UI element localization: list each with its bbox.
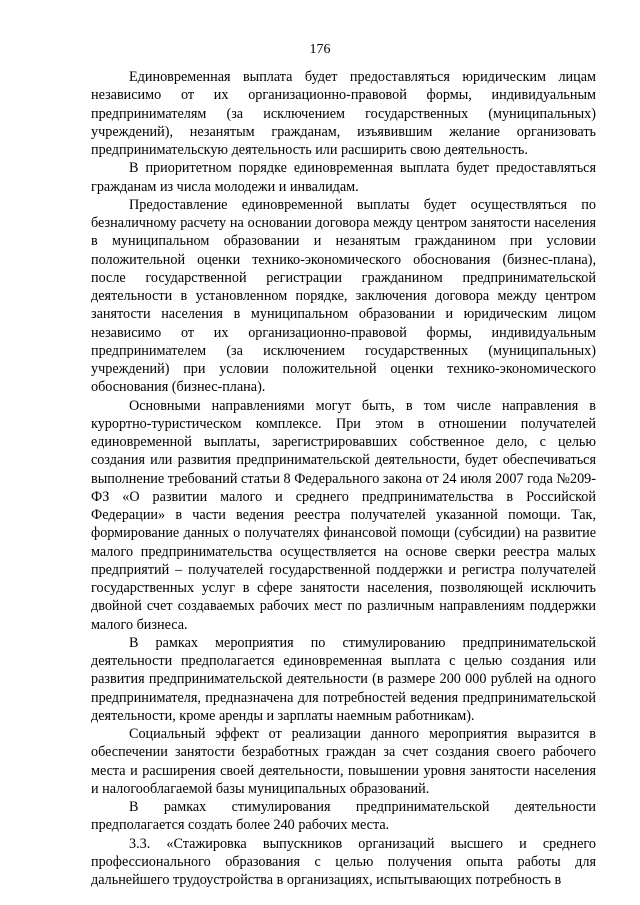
paragraph-main-directions: Основными направлениями могут быть, в том числе направления в курортно-туристическом комплексе. При этом в отношении получателей единовременной выплаты, зарегистрировавших собственное дело, с целью создания или развития предпринимательской деятельности, будет обеспечиваться выполнение требований статьи 8 Федерального закона от 24 июля 2007 года №209-ФЗ «О развитии малого и среднего предпринимательства в Российской Федерации» в части ведения реестра получателей указанной помощи. Так, формирование данных о получателях финансовой помощи (субсидии) на развитие малого предпринимательства осуществляется на основе сверки реестра малых предприятий – получателей государственной поддержки и регистра получателей государственных услуг в сфере занятости населения, позволяющей исключить двойной счет создаваемых рабочих мест по различным направлениям поддержки малого бизнеса.: [91, 397, 596, 633]
paragraph-section-3-3: 3.3. «Стажировка выпускников организаций высшего и среднего профессионального образования с целью получения опыта работы для дальнейшего трудоустройства в организациях, испытывающих потребность в: [91, 835, 596, 888]
body-text: [91, 68, 596, 889]
paragraph-social-effect: Социальный эффект от реализации данного мероприятия выразится в обеспечении занятости безработных граждан за счет создания своего рабочего места и расширения своей деятельности, повышении уровня занятости населения и налогооблагаемой базы муниципальных образований.: [91, 726, 596, 797]
paragraph-priority-groups: В приоритетном порядке единовременная выплата будет предоставляться гражданам из числа молодежи и инвалидам.: [91, 160, 596, 195]
paragraph-measure-payment: В рамках мероприятия по стимулированию предпринимательской деятельности предполагается единовременная выплата с целью создания или развития предпринимательской деятельности (в размере 200 000 рублей на одного предпринимателя, предназначена для потребностей ведения предпринимательской деятельности, кроме аренды и зарплаты наемным работникам).: [91, 634, 596, 724]
page-number: 176: [309, 42, 331, 57]
paragraph-payment-conditions: Предоставление единовременной выплаты будет осуществляться по безналичному расчету на основании договора между центром занятости населения в муниципальном образовании и незанятым гражданином при условии положительной оценки технико-экономического обоснования (бизнес-плана), после государственной регистрации гражданином предпринимательской деятельности в установленном порядке, заключения договора между центром занятости населения в муниципальном образовании и юридическим лицом независимо от их организационно-правовой формы, индивидуальным предпринимателем (за исключением государственных (муниципальных) учреждений) при условии положительной оценки технико-экономического обоснования (бизнес-плана).: [91, 196, 596, 396]
paragraph-jobs-target: В рамках стимулирования предпринимательской деятельности предполагается создать более 240 рабочих места.: [91, 799, 596, 834]
paragraph-lump-sum-recipients: Единовременная выплата будет предоставляться юридическим лицам независимо от их организационно-правовой формы, индивидуальным предпринимателям (за исключением государственных (муниципальных) учреждений), незанятым гражданам, изъявившим желание организовать предпринимательскую деятельность или расширить свою деятельность.: [91, 69, 596, 158]
